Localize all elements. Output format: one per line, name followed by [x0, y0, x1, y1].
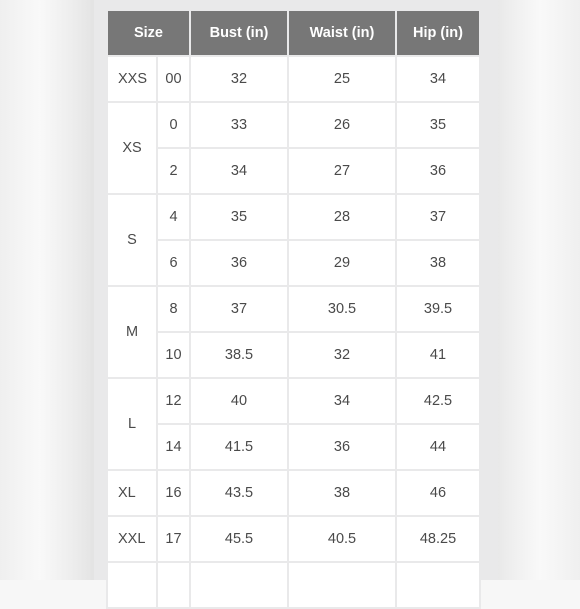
empty-cell — [191, 563, 287, 607]
table-row-partial — [108, 563, 479, 607]
size-number: 14 — [158, 425, 189, 469]
hip-value: 42.5 — [397, 379, 479, 423]
hip-value: 39.5 — [397, 287, 479, 331]
table-row — [108, 425, 479, 469]
size-number: 8 — [158, 287, 189, 331]
empty-cell — [108, 563, 156, 607]
waist-value: 29 — [289, 241, 395, 285]
waist-value: 36 — [289, 425, 395, 469]
size-label: XL — [108, 471, 156, 515]
header-hip: Hip (in) — [397, 11, 479, 55]
waist-value: 32 — [289, 333, 395, 377]
hip-value: 48.25 — [397, 517, 479, 561]
waist-value: 25 — [289, 57, 395, 101]
header-size: Size — [108, 11, 189, 55]
size-number: 10 — [158, 333, 189, 377]
bust-value: 35 — [191, 195, 287, 239]
waist-value: 40.5 — [289, 517, 395, 561]
size-number: 00 — [158, 57, 189, 101]
waist-value: 38 — [289, 471, 395, 515]
bust-value: 41.5 — [191, 425, 287, 469]
header-bust: Bust (in) — [191, 11, 287, 55]
bust-value: 36 — [191, 241, 287, 285]
waist-value: 26 — [289, 103, 395, 147]
size-label: S — [108, 195, 156, 285]
hip-value: 41 — [397, 333, 479, 377]
table-row — [108, 471, 479, 515]
table-row — [108, 287, 479, 331]
table-row — [108, 379, 479, 423]
table-row — [108, 103, 479, 147]
hip-value: 37 — [397, 195, 479, 239]
bust-value: 33 — [191, 103, 287, 147]
hip-value: 46 — [397, 471, 479, 515]
table-row — [108, 195, 479, 239]
bust-value: 40 — [191, 379, 287, 423]
size-number: 4 — [158, 195, 189, 239]
waist-value: 28 — [289, 195, 395, 239]
hip-value: 35 — [397, 103, 479, 147]
hip-value: 34 — [397, 57, 479, 101]
size-label: XS — [108, 103, 156, 193]
size-label: XXL — [108, 517, 156, 561]
size-number: 6 — [158, 241, 189, 285]
size-label: L — [108, 379, 156, 469]
hip-value: 44 — [397, 425, 479, 469]
size-chart-table — [106, 9, 481, 609]
size-number: 17 — [158, 517, 189, 561]
table-row — [108, 517, 479, 561]
table-header-row — [108, 11, 479, 55]
table-row — [108, 149, 479, 193]
bust-value: 45.5 — [191, 517, 287, 561]
empty-cell — [158, 563, 189, 607]
size-number: 12 — [158, 379, 189, 423]
waist-value: 30.5 — [289, 287, 395, 331]
waist-value: 34 — [289, 379, 395, 423]
hip-value: 36 — [397, 149, 479, 193]
size-label: M — [108, 287, 156, 377]
size-number: 0 — [158, 103, 189, 147]
size-number: 2 — [158, 149, 189, 193]
empty-cell — [397, 563, 479, 607]
bust-value: 32 — [191, 57, 287, 101]
bust-value: 37 — [191, 287, 287, 331]
table-row — [108, 57, 479, 101]
header-waist: Waist (in) — [289, 11, 395, 55]
bust-value: 34 — [191, 149, 287, 193]
size-label: XXS — [108, 57, 156, 101]
table-row — [108, 241, 479, 285]
bust-value: 43.5 — [191, 471, 287, 515]
size-number: 16 — [158, 471, 189, 515]
empty-cell — [289, 563, 395, 607]
bust-value: 38.5 — [191, 333, 287, 377]
hip-value: 38 — [397, 241, 479, 285]
table-row — [108, 333, 479, 377]
waist-value: 27 — [289, 149, 395, 193]
